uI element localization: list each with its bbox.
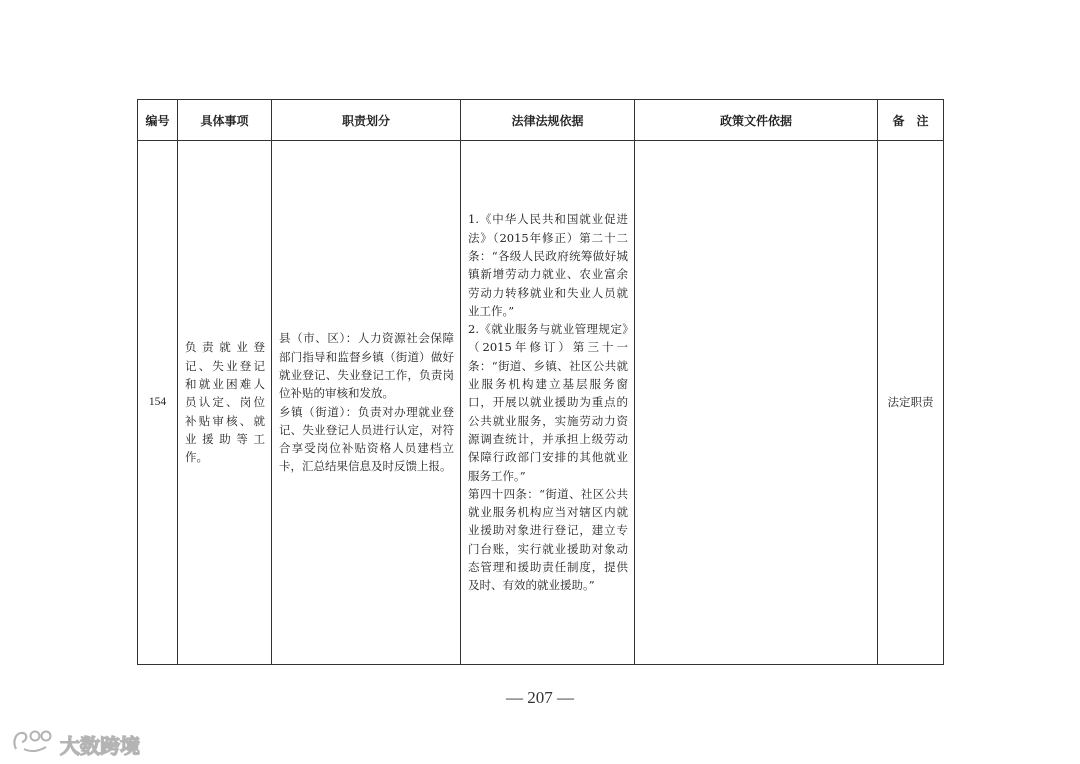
duty-text: 县（市、区）：人力资源社会保障部门指导和监督乡镇（街道）做好就业登记、失业登记工作，负责岗位补贴的审核和发放。 乡镇（街道）：负责对办理就业登记、失业登记人员进行认定，对符合享受岗位补贴资格人员建档立卡，汇总结果信息及时反馈上报。 [279, 331, 454, 474]
header-law: 法律法规依据 [461, 100, 635, 141]
cell-law [461, 141, 635, 665]
cell-number: 154 [138, 141, 178, 665]
watermark-text: 大数跨境 [60, 733, 140, 758]
header-duty: 职责划分 [272, 100, 461, 141]
cell-remark: 法定职责 [878, 141, 944, 665]
law-text: 1.《中华人民共和国就业促进法》（2015年修正）第二十二条：“各级人民政府统筹做好城镇新增劳动力就业、农业富余劳动力转移就业和失业人员就业工作。” 2.《就业服务与就业管理规定》（2015年修订）第三十一条：“街道、乡镇、社区公共就业服务机构建立基层服务窗口，开展以就业援助为重点的公共就业服务，实施劳动力资源调查统计，并承担上级劳动保障行政部门安排的其他就业服务工作。” 第四十四条：“街道、社区公共就业服务机构应当对辖区内就业援助对象进行登记，建立专门台账，实行就业援助对象动态管理和援助责任制度，提供及时、有效的就业援助。” [468, 212, 628, 593]
table-header-row [138, 100, 944, 141]
header-policy: 政策文件依据 [635, 100, 878, 141]
header-item: 具体事项 [178, 100, 272, 141]
watermark [10, 727, 140, 761]
header-number: 编号 [138, 100, 178, 141]
cell-duty [272, 141, 461, 665]
table-row [138, 141, 944, 665]
responsibility-table [137, 99, 944, 665]
header-remark: 备 注 [878, 100, 944, 141]
cell-item [178, 141, 272, 665]
page-number: — 207 — [506, 688, 574, 707]
cell-policy [635, 141, 878, 665]
logo-loop-icon [10, 727, 56, 761]
item-text: 负责就业登记、失业登记和就业困难人员认定、岗位补贴审核、就业援助等工作。 [185, 340, 265, 465]
